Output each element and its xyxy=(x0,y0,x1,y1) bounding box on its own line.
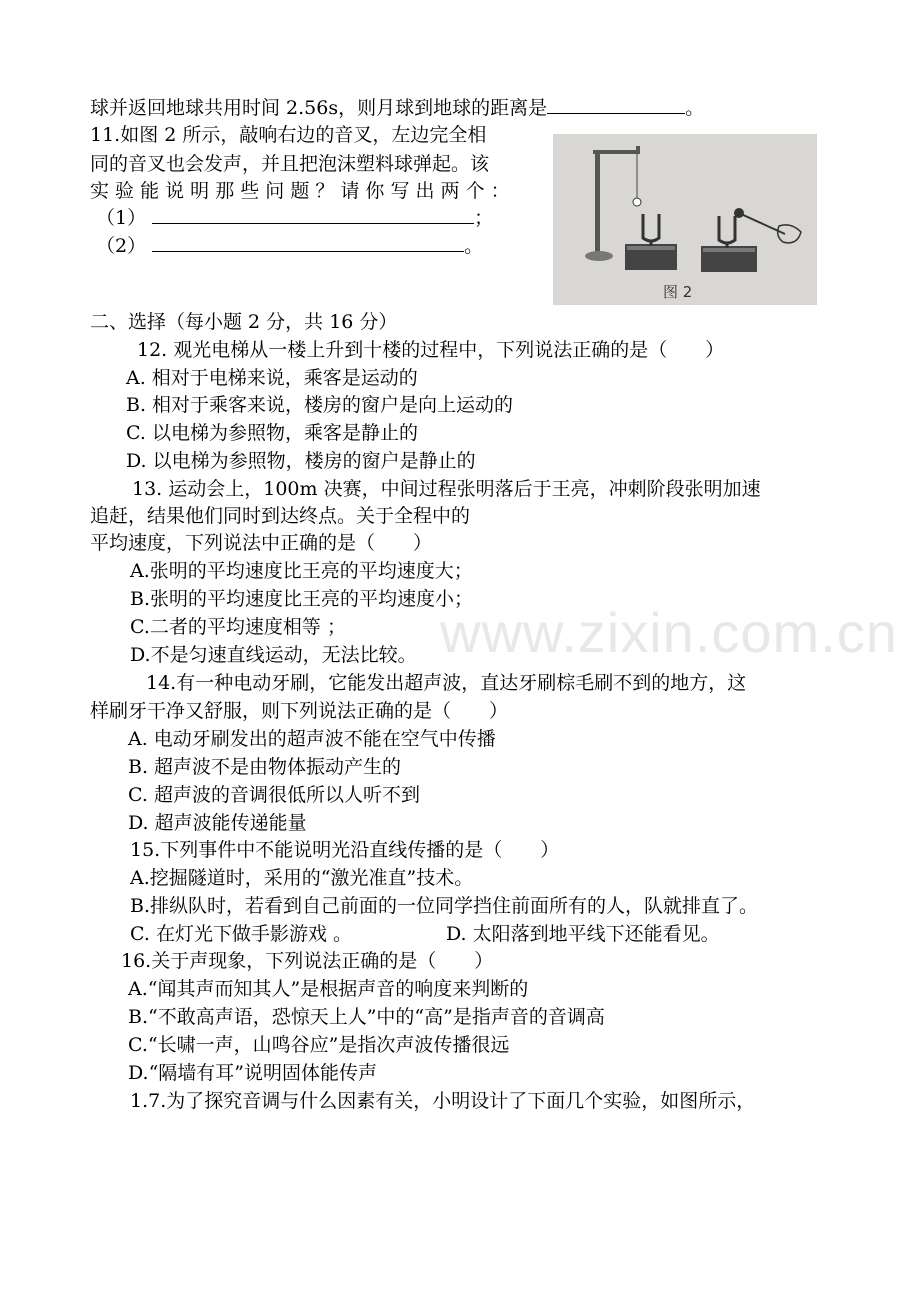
q10-end: 。 xyxy=(685,97,705,119)
q14-stem-a: 14.有一种电动牙刷，它能发出超声波，直达牙刷棕毛刷不到的地方，这 xyxy=(146,672,747,694)
q11-answer-1-end: ； xyxy=(474,207,494,229)
q11-answer-2-blank[interactable] xyxy=(152,233,464,252)
watermark: www.zixin.com.cn xyxy=(440,601,898,664)
q12-option-a[interactable]: A. 相对于电梯来说，乘客是运动的 xyxy=(126,367,418,389)
q11-answer-1 xyxy=(96,205,493,229)
q11-line-b: 同的音叉也会发声，并且把泡沫塑料球弹起。该 xyxy=(90,153,490,175)
figure-2-tuning-forks xyxy=(553,134,817,305)
right-tuning-fork xyxy=(719,216,735,243)
q15-option-c[interactable]: C. 在灯光下做手影游戏 。 xyxy=(130,923,352,945)
q16-stem: 16.关于声现象，下列说法正确的是（ ） xyxy=(121,950,494,972)
q13-option-d[interactable]: D.不是匀速直线运动，无法比较。 xyxy=(130,644,417,666)
q15-option-b[interactable]: B.排纵队时，若看到自己前面的一位同学挡住前面所有的人，队就排直了。 xyxy=(130,895,759,917)
q10-tail xyxy=(90,95,704,119)
q14-option-c[interactable]: C. 超声波的音调很低所以人听不到 xyxy=(128,784,420,806)
stand-clamp xyxy=(636,146,640,154)
q12-option-c[interactable]: C. 以电梯为参照物，乘客是静止的 xyxy=(126,422,418,444)
q13-option-c[interactable]: C.二者的平均速度相等 ； xyxy=(130,616,346,638)
stand-base xyxy=(585,251,613,261)
q11-answer-1-label: （1） xyxy=(96,207,147,229)
q13-stem-a: 13. 运动会上，100m 决赛，中间过程张明落后于王亮，冲刺阶段张明加速 xyxy=(132,478,761,500)
q17-stem: 1.7.为了探究音调与什么因素有关，小明设计了下面几个实验，如图所示， xyxy=(130,1090,756,1112)
q12-option-b[interactable]: B. 相对于乘客来说，楼房的窗户是向上运动的 xyxy=(126,394,514,416)
q14-stem-b: 样刷牙干净又舒服，则下列说法正确的是（ ） xyxy=(90,700,509,722)
q11-line-a: 11.如图 2 所示，敲响右边的音叉，左边完全相 xyxy=(90,124,487,146)
q10-text: 球并返回地球共用时间 2.56s，则月球到地球的距离是 xyxy=(90,97,548,119)
q11-answer-2-label: （2） xyxy=(96,235,147,257)
q11-line-c: 实 验 能 说 明 那 些 问 题 ？ 请 你 写 出 两 个 ： xyxy=(90,180,510,202)
stand-arm xyxy=(593,150,638,154)
q11-answer-2-end: 。 xyxy=(464,235,484,257)
mallet-head xyxy=(734,208,744,218)
q10-answer-blank[interactable] xyxy=(547,95,685,114)
q13-option-b[interactable]: B.张明的平均速度比王亮的平均速度小； xyxy=(130,588,474,610)
q15-stem: 15.下列事件中不能说明光沿直线传播的是（ ） xyxy=(130,839,560,861)
figure-2-illustration xyxy=(553,134,817,305)
q15-option-a[interactable]: A.挖掘隧道时，采用的“激光准直”技术。 xyxy=(130,867,474,889)
q16-option-b[interactable]: B.“不敢高声语，恐惊天上人”中的“高”是指声音的音调高 xyxy=(128,1006,605,1028)
right-box-top xyxy=(703,248,755,252)
q16-option-d[interactable]: D.“隔墙有耳”说明固体能传声 xyxy=(128,1062,378,1084)
q14-option-a[interactable]: A. 电动牙刷发出的超声波不能在空气中传播 xyxy=(128,728,496,750)
q12-option-d[interactable]: D. 以电梯为参照物，楼房的窗户是静止的 xyxy=(126,450,476,472)
q11-answer-2 xyxy=(96,233,483,257)
q15-option-d[interactable]: D. 太阳落到地平线下还能看见。 xyxy=(446,923,720,945)
q11-answer-1-blank[interactable] xyxy=(152,205,474,224)
figure-caption: 图 2 xyxy=(663,283,693,301)
q13-option-a[interactable]: A.张明的平均速度比王亮的平均速度大； xyxy=(130,560,473,582)
q12-stem: 12. 观光电梯从一楼上升到十楼的过程中，下列说法正确的是（ ） xyxy=(137,339,725,361)
hand xyxy=(778,225,801,243)
foam-ball xyxy=(633,198,641,206)
stand-pole xyxy=(595,154,600,254)
left-tuning-fork xyxy=(643,214,659,241)
section-2-title: 二、选择（每小题 2 分，共 16 分） xyxy=(90,311,398,333)
q14-option-b[interactable]: B. 超声波不是由物体振动产生的 xyxy=(128,756,402,778)
q14-option-d[interactable]: D. 超声波能传递能量 xyxy=(128,812,307,834)
q13-stem-c: 平均速度，下列说法中正确的是（ ） xyxy=(90,532,433,554)
q16-option-c[interactable]: C.“长啸一声，山鸣谷应”是指次声波传播很远 xyxy=(128,1034,510,1056)
q16-option-a[interactable]: A.“闻其声而知其人”是根据声音的响度来判断的 xyxy=(128,978,529,1000)
q13-stem-b: 追赶，结果他们同时到达终点。关于全程中的 xyxy=(90,505,471,527)
left-box-top xyxy=(627,246,675,250)
